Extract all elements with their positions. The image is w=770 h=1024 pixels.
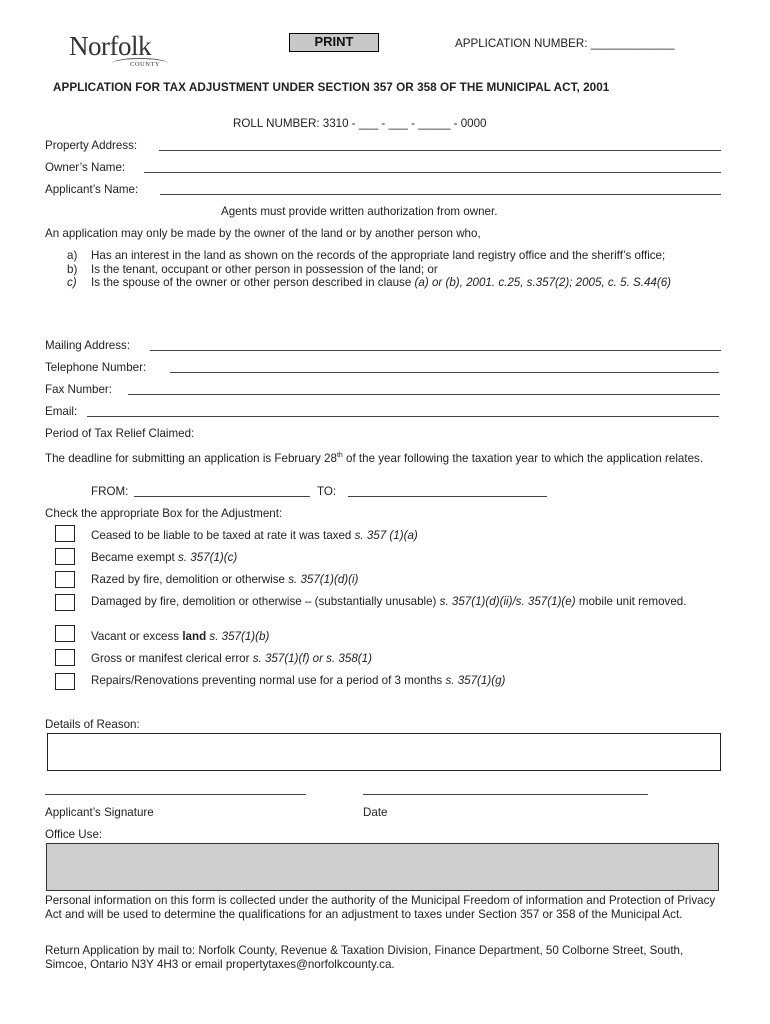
adjustment-option xyxy=(91,674,505,687)
to-field[interactable] xyxy=(348,496,547,497)
list-text: Is the spouse of the owner or other person described in clause xyxy=(91,276,412,290)
from-field[interactable] xyxy=(134,496,310,497)
option-bold: land xyxy=(182,630,207,643)
deadline-sup: th xyxy=(336,452,343,459)
mailing-address-field[interactable] xyxy=(150,350,721,351)
details-textarea[interactable] xyxy=(47,733,721,771)
signature-label: Applicant’s Signature xyxy=(45,806,154,819)
roll-number: ROLL NUMBER: 3310 - ___ - ___ - _____ - 0000 xyxy=(233,117,487,130)
form-title: APPLICATION FOR TAX ADJUSTMENT UNDER SECTION 357 OR 358 OF THE MUNICIPAL ACT, 2001 xyxy=(53,81,610,94)
list-marker: a) xyxy=(67,249,78,262)
list-item xyxy=(67,276,727,290)
adjustment-option xyxy=(91,551,237,564)
option-text: Vacant or excess xyxy=(91,630,180,643)
option-ref: s. 357(1)(d)(i) xyxy=(288,573,359,586)
owners-name-field[interactable] xyxy=(144,172,721,173)
logo-swoosh xyxy=(112,58,168,69)
who-list xyxy=(67,249,727,290)
email-label: Email: xyxy=(45,405,78,418)
list-marker: b) xyxy=(67,262,78,276)
option-ref: s. 357(1)(f) or s. 358(1) xyxy=(252,652,372,665)
period-label: Period of Tax Relief Claimed: xyxy=(45,427,195,440)
office-use-box xyxy=(46,843,719,891)
details-label: Details of Reason: xyxy=(45,718,140,731)
agents-note: Agents must provide written authorization from owner. xyxy=(221,205,498,218)
to-label: TO: xyxy=(317,485,337,498)
logo-county: COUNTY xyxy=(130,61,161,68)
privacy-note: Personal information on this form is collected under the authority of the Municipal Freedom of information and Protection of Privacy Act and will be used to determine the qualifications for an adjustment to taxes under Section 357 or 358 of the Municipal Act. xyxy=(45,894,716,921)
list-marker: c) xyxy=(67,276,77,290)
date-line[interactable] xyxy=(363,794,648,795)
option-text: Gross or manifest clerical error xyxy=(91,652,250,665)
application-number: APPLICATION NUMBER: _____________ xyxy=(455,37,675,50)
date-label: Date xyxy=(363,806,388,819)
option-ref: s. 357(1)(g) xyxy=(445,674,506,687)
logo-word: Norfolk xyxy=(69,31,151,61)
option-ref: s. 357(1)(b) xyxy=(209,630,270,643)
adjustment-checkbox[interactable] xyxy=(55,673,75,690)
deadline-after: of the year following the taxation year to which the application relates. xyxy=(342,451,704,465)
deadline-before: The deadline for submitting an application is February 28 xyxy=(45,451,337,465)
option-ref: s. 357(1)(c) xyxy=(178,551,238,564)
from-label: FROM: xyxy=(91,485,129,498)
fax-label: Fax Number: xyxy=(45,383,113,396)
option-tail: mobile unit removed. xyxy=(575,595,687,608)
telephone-label: Telephone Number: xyxy=(45,361,147,374)
option-ref: s. 357 (1)(a) xyxy=(354,529,418,542)
print-button[interactable]: PRINT xyxy=(289,33,379,52)
who-intro: An application may only be made by the owner of the land or by another person who, xyxy=(45,227,481,240)
check-intro: Check the appropriate Box for the Adjustment: xyxy=(45,507,283,520)
option-text: Damaged by fire, demolition or otherwise – (substantially unusable) xyxy=(91,595,437,608)
applicants-name-field[interactable] xyxy=(160,194,721,195)
option-text: Repairs/Renovations preventing normal use for a period of 3 months xyxy=(91,674,443,687)
adjustment-checkbox[interactable] xyxy=(55,649,75,666)
list-item xyxy=(67,263,727,277)
property-address-field[interactable] xyxy=(159,150,721,151)
norfolk-county-logo xyxy=(60,28,175,74)
adjustment-checkbox[interactable] xyxy=(55,525,75,542)
adjustment-option xyxy=(91,652,372,665)
adjustment-checkbox[interactable] xyxy=(55,548,75,565)
adjustment-option xyxy=(91,573,358,586)
adjustment-option xyxy=(91,595,731,609)
telephone-field[interactable] xyxy=(170,372,719,373)
owners-name-label: Owner’s Name: xyxy=(45,161,126,174)
list-text: Has an interest in the land as shown on the records of the appropriate land registry office and the sheriff’s office; xyxy=(91,249,666,262)
adjustment-option xyxy=(91,529,418,542)
option-text: Ceased to be liable to be taxed at rate it was taxed xyxy=(91,529,352,542)
return-note: Return Application by mail to: Norfolk County, Revenue & Taxation Division, Finance Department, 50 Colborne Street, South, Simcoe, Ontario N3Y 4H3 or email propertytaxes@norfolkcounty.ca. xyxy=(45,944,684,971)
option-text: Became exempt xyxy=(91,551,175,564)
fax-field[interactable] xyxy=(128,394,720,395)
applicants-name-label: Applicant’s Name: xyxy=(45,183,139,196)
adjustment-option xyxy=(91,630,269,643)
option-ref: s. 357(1)(d)(ii)/s. 357(1)(e) xyxy=(439,595,576,608)
signature-line[interactable] xyxy=(45,794,306,795)
property-address-label: Property Address: xyxy=(45,139,138,152)
adjustment-checkbox[interactable] xyxy=(55,594,75,611)
option-text: Razed by fire, demolition or otherwise xyxy=(91,573,285,586)
deadline-text xyxy=(45,449,730,466)
office-use-label: Office Use: xyxy=(45,828,103,841)
adjustment-checkbox[interactable] xyxy=(55,571,75,588)
list-text: Is the tenant, occupant or other person in possession of the land; or xyxy=(91,262,438,276)
adjustment-checkbox[interactable] xyxy=(55,625,75,642)
list-item xyxy=(67,249,727,263)
list-citation: (a) or (b), 2001. c.25, s.357(2); 2005, c. 5. S.44(6) xyxy=(414,276,672,290)
mailing-address-label: Mailing Address: xyxy=(45,339,131,352)
email-field[interactable] xyxy=(87,416,719,417)
